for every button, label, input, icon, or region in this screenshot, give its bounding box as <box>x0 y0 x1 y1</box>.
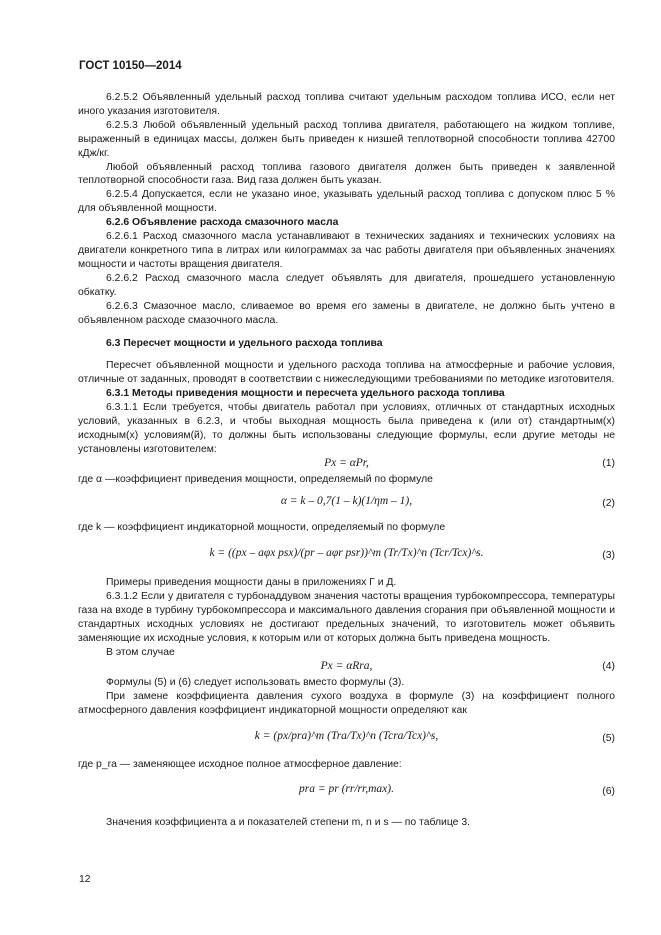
formula-4: Px = αRra, (4) <box>320 659 615 672</box>
formula-number-1: (1) <box>602 457 615 469</box>
document-header: ГОСТ 10150—2014 <box>79 60 182 72</box>
paragraph-6-2-5-2: 6.2.5.2 Объявленный удельный расход топлива считают удельным расходом топлива ИСО, если нет иного указания изготовителя. <box>78 92 615 117</box>
paragraph-in-this-case: В этом случае <box>106 647 175 658</box>
page-number: 12 <box>79 874 91 885</box>
paragraph-6-3-intro: Пересчет объявленной мощности и удельного расхода топлива на атмосферные и рабочие условия, отличные от заданных, проводят в соответствии с нижеследующими требованиями по методике изготовителя. <box>78 360 615 386</box>
paragraph-pra-def: где p_ra — заменяющее исходное полное атмосферное давление: <box>78 758 402 770</box>
paragraph-pressure-replace: При замене коэффициента давления сухого воздуха в формуле (3) на коэффициент полного атмосферного давления коэффициент индикаторной мощности определяют как <box>78 690 615 716</box>
paragraph-6-2-6-3: 6.2.6.3 Смазочное масло, сливаемое во время его замены в двигателе, не должно быть учтено в объявленном расходе смазочного масла. <box>78 300 615 326</box>
heading-6-3: 6.3 Пересчет мощности и удельного расхода топлива <box>106 338 383 350</box>
paragraph-gas-fuel: Любой объявленный расход топлива газового двигателя должен быть приведен к заявленной теплотворной способности газа. Вид газа должен быть указан. <box>78 161 615 187</box>
formula-5: k = (px/pra)^m (Tra/Tx)^n (Tcra/Tcx)^s, (5) <box>254 729 615 744</box>
paragraph-formulas-use: Формулы (5) и (6) следует использовать вместо формулы (3). <box>106 676 405 688</box>
paragraph-examples: Примеры приведения мощности даны в приложениях Г и Д. <box>106 577 397 589</box>
paragraph-6-2-5-4: 6.2.5.4 Допускается, если не указано иное, указывать удельный расход топлива с допуском плюс 5 % для объявленной мощности. <box>78 189 615 215</box>
formula-6: pra = pr (rr/rr,max). (6) <box>299 782 615 797</box>
formula-2: α = k – 0,7(1 – k)(1/ηm – 1), (2) <box>280 494 615 509</box>
formula-number-4: (4) <box>602 660 615 672</box>
formula-number-5: (5) <box>602 732 615 744</box>
formula-number-2: (2) <box>602 497 615 509</box>
paragraph-6-2-6-1: 6.2.6.1 Расход смазочного масла устанавливают в технических заданиях и технических условиях на двигатели конкретного типа в литрах или килограммах за час работы двигателя при объявленных значениях мощности и частоты вращения двигателя. <box>78 231 615 270</box>
formula-number-6: (6) <box>602 785 615 797</box>
heading-6-3-1: 6.3.1 Методы приведения мощности и пересчета удельного расхода топлива <box>106 388 505 400</box>
paragraph-6-3-1-2: 6.3.1.2 Если у двигателя с турбонаддувом значения частоты вращения турбокомпрессора, температуры газа на входе в турбину турбокомпрессора и максимального давления сгорания при объявленной мощности и стандартных исходных условиях не достигают предельных значений, то изготовитель может объявить заменяющие их исходные условия, к которым или от которых должна быть приведена мощность. <box>78 591 615 645</box>
formula-1: Px = αPr, (1) <box>324 456 615 469</box>
formula-number-3: (3) <box>602 550 615 562</box>
paragraph-6-2-5-3: 6.2.5.3 Любой объявленный удельный расход топлива двигателя, работающего на жидком топливе, выраженный в единицах массы, должен быть приведен к низшей теплотворной способности топлива 42700 кДж/кг. <box>78 119 615 159</box>
paragraph-6-3-1-1: 6.3.1.1 Если требуется, чтобы двигатель работал при условиях, отличных от стандартных исходных условий, указанных в 6.2.3, и чтобы выходная мощность была приведена к (или от) стандартным(х) исходным(х) условиям(й), то должны быть использованы следующие формулы, если другие методы не установлены изготовителем: <box>78 402 615 455</box>
paragraph-6-2-6-2: 6.2.6.2 Расход смазочного масла следует объявлять для двигателя, прошедшего установленную обкатку. <box>78 272 615 298</box>
body-text <box>78 91 615 829</box>
paragraph-alpha-def: где α —коэффициент приведения мощности, определяемый по формуле <box>78 473 433 485</box>
paragraph-k-def: где k — коэффициент индикаторной мощности, определяемый по формуле <box>78 521 446 533</box>
heading-6-2-6: 6.2.6 Объявление расхода смазочного масла <box>106 217 339 229</box>
paragraph-coefficients: Значения коэффициента a и показателей степени m, n и s — по таблице 3. <box>106 816 470 828</box>
formula-3: k = ((px – aφx psx)/(pr – aφr psr))^m (Tr/Tx)^n (Tcr/Tcx)^s. (3) <box>209 547 615 562</box>
